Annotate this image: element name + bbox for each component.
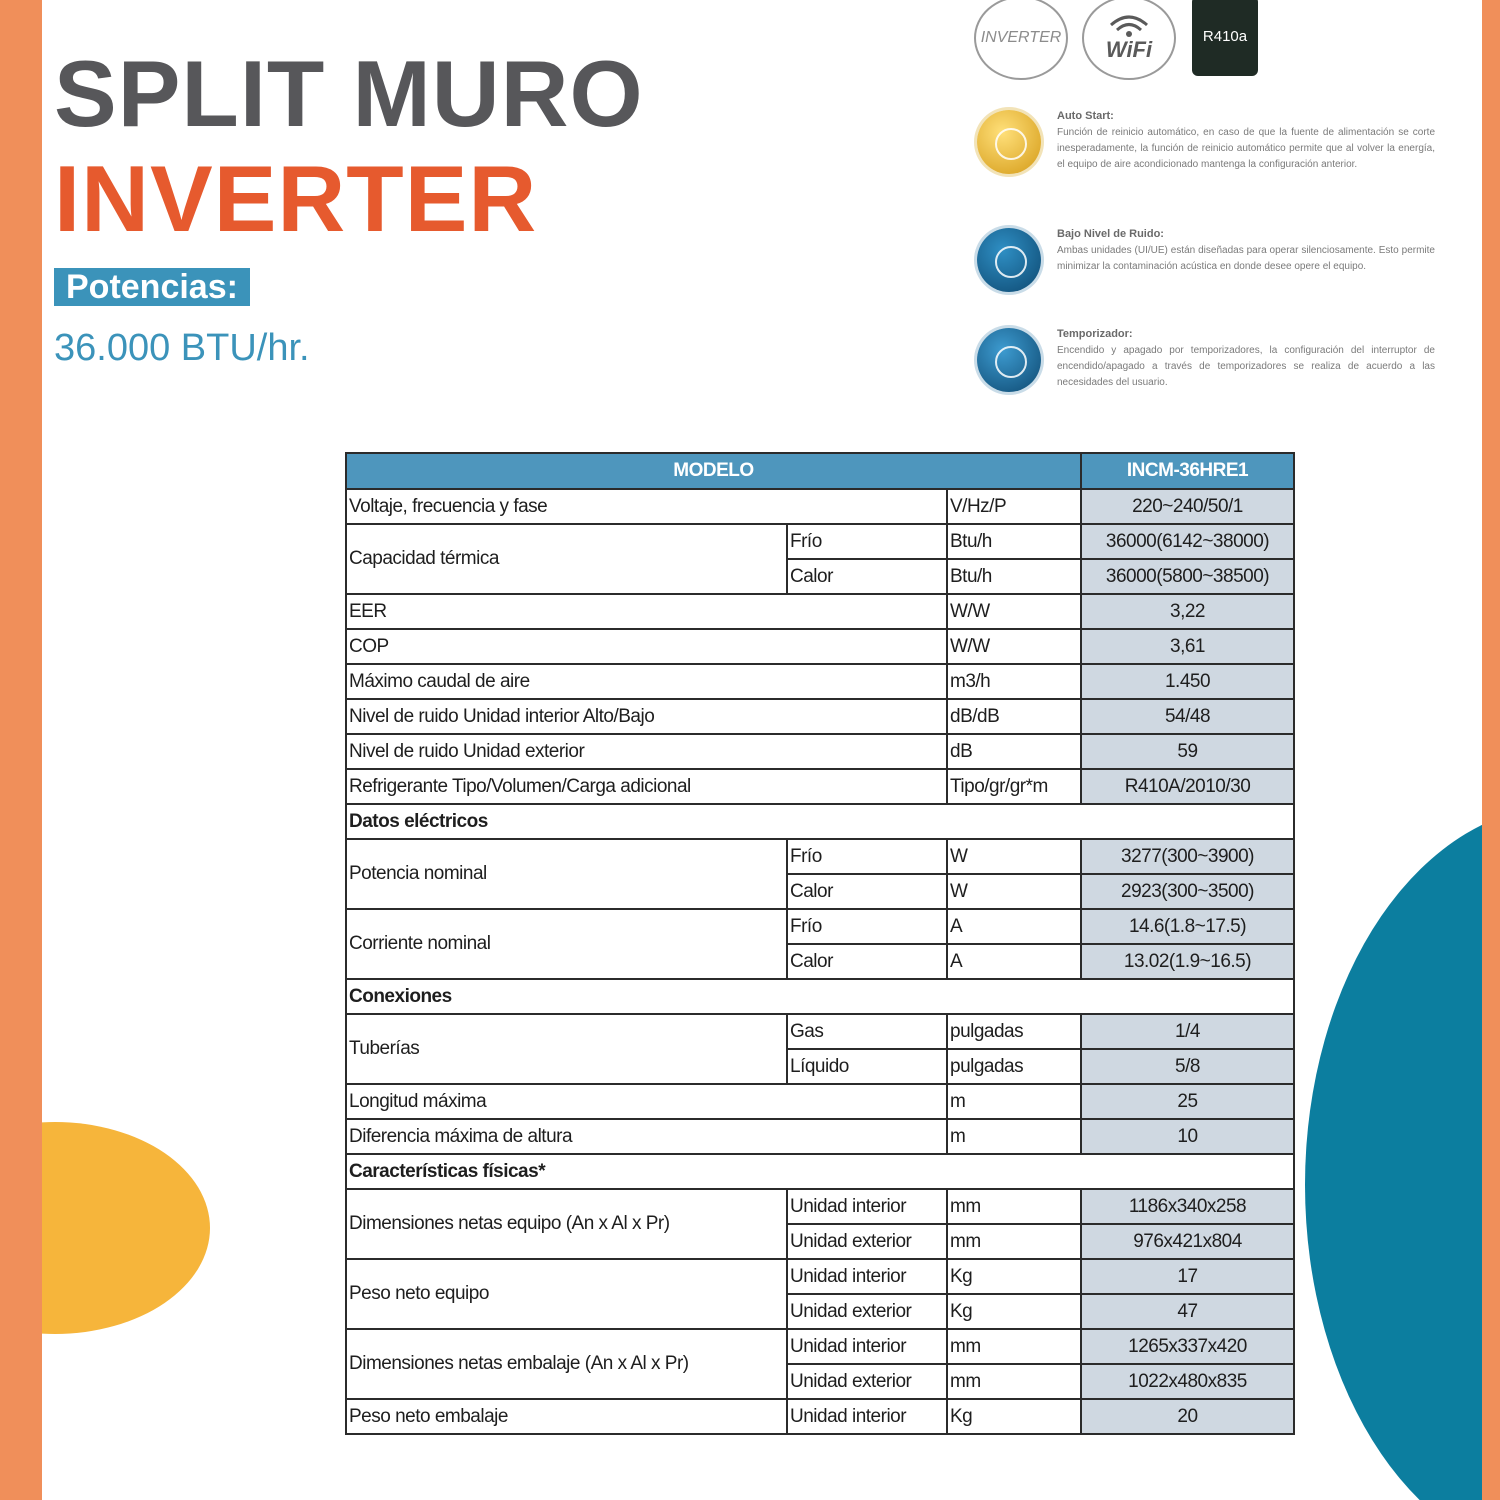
- row-value: 47: [1081, 1294, 1294, 1329]
- row-sub: Unidad interior: [787, 1189, 947, 1224]
- row-unit: m: [947, 1119, 1081, 1154]
- yellow-decor-circle: [42, 1122, 210, 1334]
- row-label: Peso neto embalaje: [346, 1399, 787, 1434]
- table-row: [346, 1329, 1294, 1364]
- row-value: 20: [1081, 1399, 1294, 1434]
- row-value: 3,61: [1081, 629, 1294, 664]
- row-unit: Tipo/gr/gr*m: [947, 769, 1081, 804]
- title-inverter: INVERTER: [54, 146, 538, 251]
- row-label: EER: [346, 594, 947, 629]
- table-row: [346, 769, 1294, 804]
- row-value: 1265x337x420: [1081, 1329, 1294, 1364]
- inverter-badge-text: INVERTER: [980, 29, 1062, 46]
- section-row: [346, 804, 1294, 839]
- table-row: [346, 1399, 1294, 1434]
- row-value: R410A/2010/30: [1081, 769, 1294, 804]
- table-row: [346, 909, 1294, 944]
- row-unit: W: [947, 874, 1081, 909]
- wifi-badge-text: WiFi: [1105, 37, 1153, 62]
- row-sub: Frío: [787, 524, 947, 559]
- row-unit: mm: [947, 1329, 1081, 1364]
- table-row: [346, 489, 1294, 524]
- row-value: 13.02(1.9~16.5): [1081, 944, 1294, 979]
- row-unit: m: [947, 1084, 1081, 1119]
- row-unit: pulgadas: [947, 1049, 1081, 1084]
- row-label: Máximo caudal de aire: [346, 664, 947, 699]
- row-value: 1/4: [1081, 1014, 1294, 1049]
- row-sub: Unidad exterior: [787, 1224, 947, 1259]
- row-unit: mm: [947, 1364, 1081, 1399]
- row-unit: Kg: [947, 1399, 1081, 1434]
- row-value: 25: [1081, 1084, 1294, 1119]
- row-unit: W: [947, 839, 1081, 874]
- refrigerant-badge: [1192, 0, 1258, 76]
- teal-decor-circle: [1305, 805, 1482, 1500]
- row-sub: Calor: [787, 874, 947, 909]
- table-row: [346, 1084, 1294, 1119]
- section-electricos: Datos eléctricos: [346, 804, 1294, 839]
- row-label: Nivel de ruido Unidad interior Alto/Bajo: [346, 699, 947, 734]
- refrigerant-badge-text: R410a: [1202, 27, 1248, 45]
- row-label: Tuberías: [346, 1014, 787, 1084]
- row-label: COP: [346, 629, 947, 664]
- table-row: [346, 734, 1294, 769]
- row-unit: pulgadas: [947, 1014, 1081, 1049]
- row-unit: W/W: [947, 629, 1081, 664]
- row-sub: Calor: [787, 559, 947, 594]
- section-fisicas: Características físicas*: [346, 1154, 1294, 1189]
- spec-sheet: [42, 0, 1482, 1500]
- row-sub: Frío: [787, 839, 947, 874]
- row-unit: m3/h: [947, 664, 1081, 699]
- row-unit: W/W: [947, 594, 1081, 629]
- title-split-muro: SPLIT MURO: [54, 41, 644, 146]
- row-sub: Unidad exterior: [787, 1364, 947, 1399]
- row-value: 220~240/50/1: [1081, 489, 1294, 524]
- potencias-label: Potencias:: [54, 268, 250, 306]
- row-unit: Kg: [947, 1259, 1081, 1294]
- spec-table: [345, 452, 1295, 1435]
- feature-desc: Encendido y apagado por temporizadores, la configuración del interruptor de encendido/apagado a través de temporizadores se realiza de acuerdo a las necesidades del usuario.: [1057, 345, 1435, 388]
- row-value: 36000(5800~38500): [1081, 559, 1294, 594]
- row-unit: A: [947, 909, 1081, 944]
- table-row: [346, 699, 1294, 734]
- feature-title: Temporizador:: [1057, 328, 1133, 340]
- row-value: 10: [1081, 1119, 1294, 1154]
- row-sub: Calor: [787, 944, 947, 979]
- row-unit: Btu/h: [947, 524, 1081, 559]
- feature-title: Auto Start:: [1057, 110, 1114, 122]
- feature-desc: Ambas unidades (UI/UE) están diseñadas para operar silenciosamente. Esto permite minimizar la contaminación acústica en donde desee opere el equipo.: [1057, 245, 1435, 272]
- row-label: Peso neto equipo: [346, 1259, 787, 1329]
- row-label: Nivel de ruido Unidad exterior: [346, 734, 947, 769]
- timer-icon: [977, 328, 1041, 392]
- row-sub: Unidad interior: [787, 1329, 947, 1364]
- row-label: Potencia nominal: [346, 839, 787, 909]
- table-row: [346, 1189, 1294, 1224]
- section-row: [346, 979, 1294, 1014]
- row-label: Diferencia máxima de altura: [346, 1119, 947, 1154]
- table-row: [346, 839, 1294, 874]
- section-conexiones: Conexiones: [346, 979, 1294, 1014]
- row-label: Longitud máxima: [346, 1084, 947, 1119]
- row-label: Dimensiones netas equipo (An x Al x Pr): [346, 1189, 787, 1259]
- low-noise-icon: [977, 228, 1041, 292]
- row-unit: dB: [947, 734, 1081, 769]
- row-sub: Unidad interior: [787, 1259, 947, 1294]
- table-row: [346, 629, 1294, 664]
- row-value: 54/48: [1081, 699, 1294, 734]
- row-value: 3,22: [1081, 594, 1294, 629]
- row-label: Dimensiones netas embalaje (An x Al x Pr): [346, 1329, 787, 1399]
- row-label: Capacidad térmica: [346, 524, 787, 594]
- btu-value: 36.000 BTU/hr.: [54, 327, 310, 369]
- row-value: 976x421x804: [1081, 1224, 1294, 1259]
- row-label: Refrigerante Tipo/Volumen/Carga adicional: [346, 769, 947, 804]
- row-sub: Unidad exterior: [787, 1294, 947, 1329]
- row-unit: dB/dB: [947, 699, 1081, 734]
- row-value: 36000(6142~38000): [1081, 524, 1294, 559]
- table-row: [346, 1259, 1294, 1294]
- row-value: 1.450: [1081, 664, 1294, 699]
- wifi-icon: [1107, 13, 1151, 37]
- inverter-badge: [974, 0, 1068, 80]
- row-unit: mm: [947, 1224, 1081, 1259]
- table-row: [346, 664, 1294, 699]
- row-sub: Frío: [787, 909, 947, 944]
- header-modelo: MODELO: [346, 453, 1081, 489]
- row-value: 17: [1081, 1259, 1294, 1294]
- row-sub: Líquido: [787, 1049, 947, 1084]
- row-unit: mm: [947, 1189, 1081, 1224]
- section-row: [346, 1154, 1294, 1189]
- row-value: 3277(300~3900): [1081, 839, 1294, 874]
- table-row: [346, 594, 1294, 629]
- feature-desc: Función de reinicio automático, en caso de que la fuente de alimentación se corte inesperadamente, la función de reinicio automático permite que al volver la energía, el equipo de aire acondicionado mantenga la configuración anterior.: [1057, 127, 1435, 170]
- table-row: [346, 1119, 1294, 1154]
- row-label: Corriente nominal: [346, 909, 787, 979]
- row-value: 1186x340x258: [1081, 1189, 1294, 1224]
- table-header-row: [346, 453, 1294, 489]
- row-value: 59: [1081, 734, 1294, 769]
- row-value: 14.6(1.8~17.5): [1081, 909, 1294, 944]
- table-row: [346, 1014, 1294, 1049]
- auto-start-icon: [977, 110, 1041, 174]
- row-sub: Unidad interior: [787, 1399, 947, 1434]
- row-value: 1022x480x835: [1081, 1364, 1294, 1399]
- row-unit: Kg: [947, 1294, 1081, 1329]
- header-model-code: INCM-36HRE1: [1081, 453, 1294, 489]
- row-sub: Gas: [787, 1014, 947, 1049]
- row-unit: Btu/h: [947, 559, 1081, 594]
- row-unit: V/Hz/P: [947, 489, 1081, 524]
- wifi-badge: [1082, 0, 1176, 80]
- row-label: Voltaje, frecuencia y fase: [346, 489, 947, 524]
- row-value: 2923(300~3500): [1081, 874, 1294, 909]
- row-unit: A: [947, 944, 1081, 979]
- row-value: 5/8: [1081, 1049, 1294, 1084]
- feature-title: Bajo Nivel de Ruido:: [1057, 228, 1164, 240]
- table-row: [346, 524, 1294, 559]
